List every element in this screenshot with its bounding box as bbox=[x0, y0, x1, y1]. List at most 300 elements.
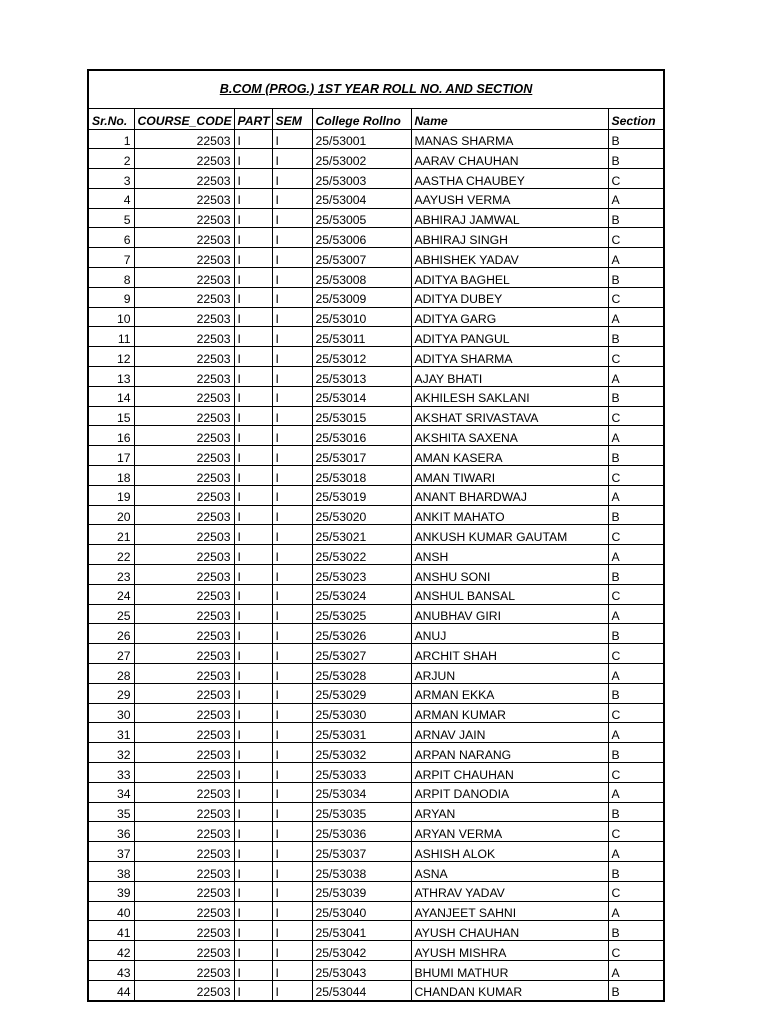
table-row bbox=[88, 604, 664, 624]
cell-part: I bbox=[234, 169, 272, 189]
cell-part: I bbox=[234, 842, 272, 862]
cell-section: B bbox=[608, 446, 664, 466]
cell-course-code: 22503 bbox=[134, 723, 234, 743]
table-row bbox=[88, 367, 664, 387]
cell-section: B bbox=[608, 268, 664, 288]
cell-college-rollno: 25/53029 bbox=[312, 683, 411, 703]
cell-section: C bbox=[608, 763, 664, 783]
cell-section: B bbox=[608, 505, 664, 525]
table-row bbox=[88, 545, 664, 565]
sheet-title: B.COM (PROG.) 1ST YEAR ROLL NO. AND SECTION bbox=[88, 70, 664, 109]
cell-sem: I bbox=[272, 149, 312, 169]
table-row bbox=[88, 149, 664, 169]
cell-course-code: 22503 bbox=[134, 763, 234, 783]
cell-sem: I bbox=[272, 842, 312, 862]
cell-course-code: 22503 bbox=[134, 565, 234, 585]
table-row bbox=[88, 901, 664, 921]
cell-sr-no: 18 bbox=[88, 466, 134, 486]
cell-name: ANSHU SONI bbox=[411, 565, 608, 585]
cell-course-code: 22503 bbox=[134, 386, 234, 406]
cell-part: I bbox=[234, 960, 272, 980]
cell-sem: I bbox=[272, 782, 312, 802]
table-row bbox=[88, 248, 664, 268]
cell-sr-no: 24 bbox=[88, 584, 134, 604]
cell-sem: I bbox=[272, 921, 312, 941]
cell-sr-no: 13 bbox=[88, 367, 134, 387]
table-row bbox=[88, 228, 664, 248]
cell-name: ARYAN bbox=[411, 802, 608, 822]
cell-college-rollno: 25/53021 bbox=[312, 525, 411, 545]
cell-sr-no: 30 bbox=[88, 703, 134, 723]
cell-sem: I bbox=[272, 129, 312, 149]
cell-course-code: 22503 bbox=[134, 941, 234, 961]
cell-part: I bbox=[234, 485, 272, 505]
cell-name: ARPIT DANODIA bbox=[411, 782, 608, 802]
cell-part: I bbox=[234, 861, 272, 881]
table-row bbox=[88, 446, 664, 466]
cell-name: AMAN TIWARI bbox=[411, 466, 608, 486]
cell-sr-no: 5 bbox=[88, 208, 134, 228]
cell-sr-no: 11 bbox=[88, 327, 134, 347]
cell-part: I bbox=[234, 446, 272, 466]
cell-course-code: 22503 bbox=[134, 525, 234, 545]
header-course-code: COURSE_CODE bbox=[134, 109, 234, 130]
cell-part: I bbox=[234, 664, 272, 684]
cell-sr-no: 31 bbox=[88, 723, 134, 743]
cell-college-rollno: 25/53030 bbox=[312, 703, 411, 723]
cell-course-code: 22503 bbox=[134, 466, 234, 486]
header-part: PART bbox=[234, 109, 272, 130]
table-row bbox=[88, 861, 664, 881]
cell-college-rollno: 25/53015 bbox=[312, 406, 411, 426]
table-row bbox=[88, 723, 664, 743]
cell-sr-no: 7 bbox=[88, 248, 134, 268]
cell-college-rollno: 25/53026 bbox=[312, 624, 411, 644]
cell-part: I bbox=[234, 941, 272, 961]
cell-course-code: 22503 bbox=[134, 960, 234, 980]
cell-sem: I bbox=[272, 208, 312, 228]
cell-name: ASNA bbox=[411, 861, 608, 881]
table-row bbox=[88, 921, 664, 941]
header-name: Name bbox=[411, 109, 608, 130]
cell-sem: I bbox=[272, 664, 312, 684]
cell-part: I bbox=[234, 723, 272, 743]
cell-section: B bbox=[608, 861, 664, 881]
cell-sr-no: 9 bbox=[88, 287, 134, 307]
cell-section: A bbox=[608, 664, 664, 684]
cell-name: AYANJEET SAHNI bbox=[411, 901, 608, 921]
cell-sem: I bbox=[272, 941, 312, 961]
table-row bbox=[88, 624, 664, 644]
cell-part: I bbox=[234, 228, 272, 248]
cell-course-code: 22503 bbox=[134, 287, 234, 307]
cell-college-rollno: 25/53043 bbox=[312, 960, 411, 980]
cell-part: I bbox=[234, 763, 272, 783]
cell-name: AKSHAT SRIVASTAVA bbox=[411, 406, 608, 426]
cell-name: ADITYA PANGUL bbox=[411, 327, 608, 347]
cell-college-rollno: 25/53042 bbox=[312, 941, 411, 961]
table-row bbox=[88, 822, 664, 842]
table-row bbox=[88, 584, 664, 604]
cell-college-rollno: 25/53036 bbox=[312, 822, 411, 842]
cell-sr-no: 34 bbox=[88, 782, 134, 802]
cell-sr-no: 23 bbox=[88, 565, 134, 585]
cell-name: ABHIRAJ JAMWAL bbox=[411, 208, 608, 228]
cell-name: AMAN KASERA bbox=[411, 446, 608, 466]
table-row bbox=[88, 980, 664, 1000]
cell-sem: I bbox=[272, 327, 312, 347]
cell-part: I bbox=[234, 129, 272, 149]
cell-sr-no: 6 bbox=[88, 228, 134, 248]
cell-sr-no: 42 bbox=[88, 941, 134, 961]
cell-part: I bbox=[234, 782, 272, 802]
cell-college-rollno: 25/53035 bbox=[312, 802, 411, 822]
cell-section: C bbox=[608, 881, 664, 901]
cell-section: B bbox=[608, 683, 664, 703]
table-row bbox=[88, 327, 664, 347]
cell-sem: I bbox=[272, 584, 312, 604]
cell-section: A bbox=[608, 367, 664, 387]
cell-part: I bbox=[234, 565, 272, 585]
cell-name: ATHRAV YADAV bbox=[411, 881, 608, 901]
title-row bbox=[88, 70, 664, 109]
cell-sem: I bbox=[272, 406, 312, 426]
cell-name: ASHISH ALOK bbox=[411, 842, 608, 862]
cell-college-rollno: 25/53019 bbox=[312, 485, 411, 505]
cell-course-code: 22503 bbox=[134, 545, 234, 565]
cell-section: C bbox=[608, 466, 664, 486]
cell-sr-no: 32 bbox=[88, 743, 134, 763]
cell-sem: I bbox=[272, 960, 312, 980]
cell-sem: I bbox=[272, 248, 312, 268]
cell-section: A bbox=[608, 842, 664, 862]
cell-part: I bbox=[234, 703, 272, 723]
cell-college-rollno: 25/53017 bbox=[312, 446, 411, 466]
cell-section: B bbox=[608, 208, 664, 228]
cell-college-rollno: 25/53020 bbox=[312, 505, 411, 525]
cell-name: AJAY BHATI bbox=[411, 367, 608, 387]
cell-college-rollno: 25/53023 bbox=[312, 565, 411, 585]
cell-course-code: 22503 bbox=[134, 743, 234, 763]
cell-course-code: 22503 bbox=[134, 426, 234, 446]
cell-course-code: 22503 bbox=[134, 129, 234, 149]
cell-sr-no: 35 bbox=[88, 802, 134, 822]
cell-section: C bbox=[608, 525, 664, 545]
cell-college-rollno: 25/53033 bbox=[312, 763, 411, 783]
header-row bbox=[88, 109, 664, 130]
cell-college-rollno: 25/53025 bbox=[312, 604, 411, 624]
cell-college-rollno: 25/53031 bbox=[312, 723, 411, 743]
cell-section: A bbox=[608, 604, 664, 624]
cell-course-code: 22503 bbox=[134, 802, 234, 822]
cell-part: I bbox=[234, 921, 272, 941]
cell-part: I bbox=[234, 426, 272, 446]
cell-sem: I bbox=[272, 881, 312, 901]
cell-sem: I bbox=[272, 644, 312, 664]
table-row bbox=[88, 881, 664, 901]
cell-college-rollno: 25/53041 bbox=[312, 921, 411, 941]
cell-part: I bbox=[234, 624, 272, 644]
cell-name: AASTHA CHAUBEY bbox=[411, 169, 608, 189]
cell-course-code: 22503 bbox=[134, 584, 234, 604]
cell-sr-no: 37 bbox=[88, 842, 134, 862]
cell-section: C bbox=[608, 703, 664, 723]
table-row bbox=[88, 683, 664, 703]
cell-sem: I bbox=[272, 307, 312, 327]
cell-sr-no: 8 bbox=[88, 268, 134, 288]
table-row bbox=[88, 842, 664, 862]
cell-section: A bbox=[608, 782, 664, 802]
cell-sem: I bbox=[272, 980, 312, 1000]
cell-section: A bbox=[608, 485, 664, 505]
cell-course-code: 22503 bbox=[134, 169, 234, 189]
table-row bbox=[88, 644, 664, 664]
table-row bbox=[88, 703, 664, 723]
cell-name: CHANDAN KUMAR bbox=[411, 980, 608, 1000]
cell-name: AARAV CHAUHAN bbox=[411, 149, 608, 169]
cell-sr-no: 2 bbox=[88, 149, 134, 169]
cell-sem: I bbox=[272, 683, 312, 703]
cell-course-code: 22503 bbox=[134, 347, 234, 367]
cell-college-rollno: 25/53018 bbox=[312, 466, 411, 486]
cell-section: A bbox=[608, 960, 664, 980]
cell-college-rollno: 25/53034 bbox=[312, 782, 411, 802]
cell-part: I bbox=[234, 268, 272, 288]
cell-college-rollno: 25/53040 bbox=[312, 901, 411, 921]
table-row bbox=[88, 782, 664, 802]
cell-part: I bbox=[234, 367, 272, 387]
cell-name: ARMAN EKKA bbox=[411, 683, 608, 703]
cell-name: ADITYA BAGHEL bbox=[411, 268, 608, 288]
cell-section: A bbox=[608, 426, 664, 446]
cell-sr-no: 1 bbox=[88, 129, 134, 149]
cell-course-code: 22503 bbox=[134, 822, 234, 842]
cell-name: ARNAV JAIN bbox=[411, 723, 608, 743]
cell-name: MANAS SHARMA bbox=[411, 129, 608, 149]
cell-course-code: 22503 bbox=[134, 921, 234, 941]
cell-sem: I bbox=[272, 188, 312, 208]
cell-part: I bbox=[234, 683, 272, 703]
cell-sr-no: 14 bbox=[88, 386, 134, 406]
cell-college-rollno: 25/53037 bbox=[312, 842, 411, 862]
header-sem: SEM bbox=[272, 109, 312, 130]
cell-section: B bbox=[608, 149, 664, 169]
cell-section: B bbox=[608, 980, 664, 1000]
cell-name: ADITYA SHARMA bbox=[411, 347, 608, 367]
cell-sem: I bbox=[272, 426, 312, 446]
cell-section: A bbox=[608, 901, 664, 921]
cell-course-code: 22503 bbox=[134, 446, 234, 466]
cell-course-code: 22503 bbox=[134, 861, 234, 881]
cell-course-code: 22503 bbox=[134, 782, 234, 802]
cell-sr-no: 21 bbox=[88, 525, 134, 545]
cell-section: B bbox=[608, 624, 664, 644]
table-row bbox=[88, 307, 664, 327]
cell-college-rollno: 25/53007 bbox=[312, 248, 411, 268]
cell-course-code: 22503 bbox=[134, 406, 234, 426]
cell-sr-no: 27 bbox=[88, 644, 134, 664]
cell-sem: I bbox=[272, 386, 312, 406]
cell-part: I bbox=[234, 149, 272, 169]
cell-sr-no: 12 bbox=[88, 347, 134, 367]
cell-course-code: 22503 bbox=[134, 683, 234, 703]
cell-section: A bbox=[608, 307, 664, 327]
cell-sem: I bbox=[272, 367, 312, 387]
cell-name: ARPIT CHAUHAN bbox=[411, 763, 608, 783]
cell-course-code: 22503 bbox=[134, 664, 234, 684]
cell-part: I bbox=[234, 901, 272, 921]
header-college-rollno: College Rollno bbox=[312, 109, 411, 130]
cell-name: ANUJ bbox=[411, 624, 608, 644]
table-row bbox=[88, 466, 664, 486]
cell-college-rollno: 25/53024 bbox=[312, 584, 411, 604]
cell-sr-no: 16 bbox=[88, 426, 134, 446]
cell-sem: I bbox=[272, 287, 312, 307]
cell-part: I bbox=[234, 327, 272, 347]
cell-name: ARPAN NARANG bbox=[411, 743, 608, 763]
cell-college-rollno: 25/53013 bbox=[312, 367, 411, 387]
cell-sr-no: 36 bbox=[88, 822, 134, 842]
cell-college-rollno: 25/53005 bbox=[312, 208, 411, 228]
cell-sr-no: 43 bbox=[88, 960, 134, 980]
cell-college-rollno: 25/53014 bbox=[312, 386, 411, 406]
cell-sr-no: 28 bbox=[88, 664, 134, 684]
cell-name: AKHILESH SAKLANI bbox=[411, 386, 608, 406]
cell-section: A bbox=[608, 723, 664, 743]
cell-name: ABHISHEK YADAV bbox=[411, 248, 608, 268]
cell-name: ANSHUL BANSAL bbox=[411, 584, 608, 604]
cell-name: BHUMI MATHUR bbox=[411, 960, 608, 980]
cell-part: I bbox=[234, 584, 272, 604]
cell-course-code: 22503 bbox=[134, 327, 234, 347]
table-row bbox=[88, 941, 664, 961]
cell-sr-no: 44 bbox=[88, 980, 134, 1000]
cell-sem: I bbox=[272, 624, 312, 644]
cell-course-code: 22503 bbox=[134, 901, 234, 921]
cell-sr-no: 15 bbox=[88, 406, 134, 426]
cell-sem: I bbox=[272, 861, 312, 881]
cell-sem: I bbox=[272, 822, 312, 842]
cell-sem: I bbox=[272, 268, 312, 288]
table-row bbox=[88, 386, 664, 406]
cell-section: C bbox=[608, 406, 664, 426]
cell-part: I bbox=[234, 287, 272, 307]
cell-name: ANUBHAV GIRI bbox=[411, 604, 608, 624]
cell-college-rollno: 25/53027 bbox=[312, 644, 411, 664]
table-row bbox=[88, 505, 664, 525]
cell-sem: I bbox=[272, 763, 312, 783]
cell-part: I bbox=[234, 406, 272, 426]
cell-section: B bbox=[608, 921, 664, 941]
cell-part: I bbox=[234, 466, 272, 486]
cell-college-rollno: 25/53038 bbox=[312, 861, 411, 881]
cell-sr-no: 33 bbox=[88, 763, 134, 783]
cell-name: ANSH bbox=[411, 545, 608, 565]
cell-name: ANANT BHARDWAJ bbox=[411, 485, 608, 505]
cell-sr-no: 25 bbox=[88, 604, 134, 624]
cell-name: ARYAN VERMA bbox=[411, 822, 608, 842]
cell-section: B bbox=[608, 802, 664, 822]
cell-sem: I bbox=[272, 723, 312, 743]
cell-course-code: 22503 bbox=[134, 842, 234, 862]
cell-part: I bbox=[234, 545, 272, 565]
cell-sem: I bbox=[272, 466, 312, 486]
cell-college-rollno: 25/53008 bbox=[312, 268, 411, 288]
cell-part: I bbox=[234, 386, 272, 406]
cell-sr-no: 19 bbox=[88, 485, 134, 505]
cell-college-rollno: 25/53016 bbox=[312, 426, 411, 446]
cell-sem: I bbox=[272, 446, 312, 466]
cell-sem: I bbox=[272, 703, 312, 723]
cell-sr-no: 10 bbox=[88, 307, 134, 327]
cell-name: AYUSH MISHRA bbox=[411, 941, 608, 961]
cell-course-code: 22503 bbox=[134, 149, 234, 169]
cell-part: I bbox=[234, 980, 272, 1000]
cell-part: I bbox=[234, 188, 272, 208]
table-row bbox=[88, 664, 664, 684]
cell-section: C bbox=[608, 347, 664, 367]
cell-college-rollno: 25/53003 bbox=[312, 169, 411, 189]
cell-sr-no: 29 bbox=[88, 683, 134, 703]
cell-sem: I bbox=[272, 802, 312, 822]
cell-sr-no: 3 bbox=[88, 169, 134, 189]
table-row bbox=[88, 525, 664, 545]
cell-college-rollno: 25/53001 bbox=[312, 129, 411, 149]
cell-name: ADITYA DUBEY bbox=[411, 287, 608, 307]
cell-course-code: 22503 bbox=[134, 703, 234, 723]
table-row bbox=[88, 565, 664, 585]
cell-sem: I bbox=[272, 545, 312, 565]
table-row bbox=[88, 347, 664, 367]
table-row bbox=[88, 802, 664, 822]
cell-course-code: 22503 bbox=[134, 485, 234, 505]
table-row bbox=[88, 485, 664, 505]
cell-name: AAYUSH VERMA bbox=[411, 188, 608, 208]
cell-part: I bbox=[234, 743, 272, 763]
cell-sr-no: 4 bbox=[88, 188, 134, 208]
cell-sr-no: 39 bbox=[88, 881, 134, 901]
cell-college-rollno: 25/53022 bbox=[312, 545, 411, 565]
cell-sem: I bbox=[272, 525, 312, 545]
table-row bbox=[88, 169, 664, 189]
table-row bbox=[88, 287, 664, 307]
cell-college-rollno: 25/53011 bbox=[312, 327, 411, 347]
cell-part: I bbox=[234, 208, 272, 228]
cell-sem: I bbox=[272, 743, 312, 763]
cell-sem: I bbox=[272, 169, 312, 189]
cell-sem: I bbox=[272, 228, 312, 248]
cell-section: C bbox=[608, 287, 664, 307]
cell-college-rollno: 25/53002 bbox=[312, 149, 411, 169]
cell-college-rollno: 25/53032 bbox=[312, 743, 411, 763]
cell-course-code: 22503 bbox=[134, 367, 234, 387]
cell-part: I bbox=[234, 505, 272, 525]
cell-section: C bbox=[608, 584, 664, 604]
table-row bbox=[88, 188, 664, 208]
cell-sr-no: 17 bbox=[88, 446, 134, 466]
table-row bbox=[88, 960, 664, 980]
cell-course-code: 22503 bbox=[134, 248, 234, 268]
cell-sem: I bbox=[272, 565, 312, 585]
cell-section: C bbox=[608, 169, 664, 189]
cell-section: B bbox=[608, 129, 664, 149]
cell-name: ABHIRAJ SINGH bbox=[411, 228, 608, 248]
table-row bbox=[88, 763, 664, 783]
cell-college-rollno: 25/53044 bbox=[312, 980, 411, 1000]
cell-part: I bbox=[234, 307, 272, 327]
table-row bbox=[88, 208, 664, 228]
cell-section: B bbox=[608, 743, 664, 763]
